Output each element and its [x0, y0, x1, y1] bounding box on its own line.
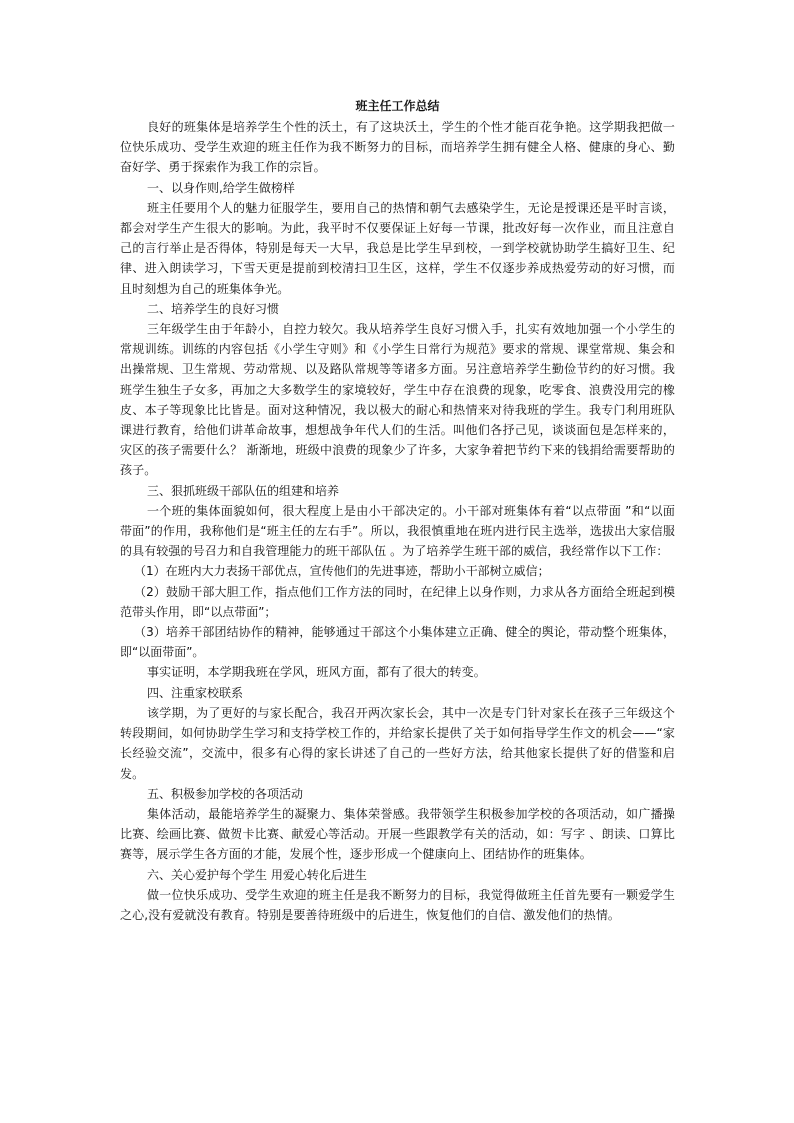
- section-2-paragraph: 三年级学生由于年龄小，自控力较欠。我从培养学生良好习惯入手，扎实有效地加强一个小学生的常规训练。训练的内容包括《小学生守则》和《小学生日常行为规范》要求的常规、课堂常规、集会和出操常规、卫生常规、劳动常规、以及路队常规等等诸多方面。另注意培养学生勤俭节约的好习惯。我班学生独生子女多，再加之大多数学生的家境较好，学生中存在浪费的现象，吃零食、浪费没用完的橡皮、本子等现象比比皆是。面对这种情况，我以极大的耐心和热情来对待我班的学生。我专门利用班队课进行教育，给他们讲革命故事，想想战争年代人们的生活。叫他们各抒己见，谈谈面包是怎样来的，灾区的孩子需要什么？ 渐渐地，班级中浪费的现象少了许多，大家争着把节约下来的钱捐给需要帮助的孩子。: [120, 322, 675, 478]
- section-1-heading: 一、以身作则,给学生做榜样: [147, 180, 295, 195]
- section-2-heading: 二、培养学生的良好习惯: [147, 301, 280, 316]
- section-6-heading: 六、关心爱护每个学生 用爱心转化后进生: [147, 867, 367, 882]
- section-3-item-2: （2）鼓励干部大胆工作，指点他们工作方法的同时，在纪律上以身作则，力求从各方面给全班起到模范带头作用，即“以点带面”；: [120, 584, 675, 619]
- document-body: [120, 97, 675, 925]
- section-4-paragraph: 该学期，为了更好的与家长配合，我召开两次家长会，其中一次是专门针对家长在孩子三年级这个转段期间，如何协助学生学习和支持学校工作的，并给家长提供了关于如何指导学生作文的机会——“家长经验交流”，交流中，很多有心得的家长讲述了自己的一些好方法，给其他家长提供了好的借鉴和启发。: [120, 705, 675, 781]
- section-4-heading: 四、注重家校联系: [147, 685, 244, 700]
- section-5-paragraph: 集体活动，最能培养学生的凝聚力、集体荣誉感。我带领学生积极参加学校的各项活动，如广播操比赛、绘画比赛、做贺卡比赛、献爱心等活动。开展一些跟教学有关的活动，如：写字 、朗读、口算比赛等，展示学生各方面的才能，发展个性，逐步形成一个健康向上、团结协作的班集体。: [120, 806, 675, 862]
- section-3-item-3: （3）培养干部团结协作的精神，能够通过干部这个小集体建立正确、健全的舆论，带动整个班集体，即“以面带面”。: [120, 625, 675, 660]
- section-3-item-1: （1）在班内大力表扬干部优点，宣传他们的先进事迹，帮助小干部树立威信；: [134, 564, 550, 579]
- document-title: 班主任工作总结: [355, 99, 440, 113]
- section-1-paragraph: 班主任要用个人的魅力征服学生，要用自己的热情和朝气去感染学生，无论是授课还是平时言谈，都会对学生产生很大的影响。为此，我平时不仅要保证上好每一节课，批改好每一次作业，而且注意自己的言行举止是否得体，特别是每天一大早，我总是比学生早到校，一到学校就协助学生搞好卫生、纪律、进入朗读学习，下雪天更是提前到校清扫卫生区，这样，学生不仅逐步养成热爱劳动的好习惯，而且时刻想为自己的班集体争光。: [120, 200, 675, 296]
- section-3-heading: 三、狠抓班级干部队伍的组建和培养: [147, 483, 340, 498]
- section-5-heading: 五、积极参加学校的各项活动: [147, 786, 304, 801]
- intro-paragraph: 良好的班集体是培养学生个性的沃土，有了这块沃土，学生的个性才能百花争艳。这学期我把做一位快乐成功、受学生欢迎的班主任作为我不断努力的目标，而培养学生拥有健全人格、健康的身心、勤奋好学、勇于探索作为我工作的宗旨。: [120, 120, 675, 175]
- section-3-paragraph: 一个班的集体面貌如何，很大程度上是由小干部决定的。小干部对班集体有着“以点带面 ”和“以面带面”的作用，我称他们是“班主任的左右手”。所以，我很慎重地在班内进行民主选举，选拔出大家信服的具有较强的号召力和自我管理能力的班干部队伍 。为了培养学生班干部的威信，我经常作以下工作：: [120, 503, 675, 559]
- section-6-paragraph: 做一位快乐成功、受学生欢迎的班主任是我不断努力的目标，我觉得做班主任首先要有一颗爱学生之心,没有爱就没有教育。特别是要善待班级中的后进生，恢复他们的自信、激发他们的热情。: [120, 887, 675, 922]
- section-3-conclusion: 事实证明，本学期我班在学风，班风方面，都有了很大的转变。: [147, 665, 486, 680]
